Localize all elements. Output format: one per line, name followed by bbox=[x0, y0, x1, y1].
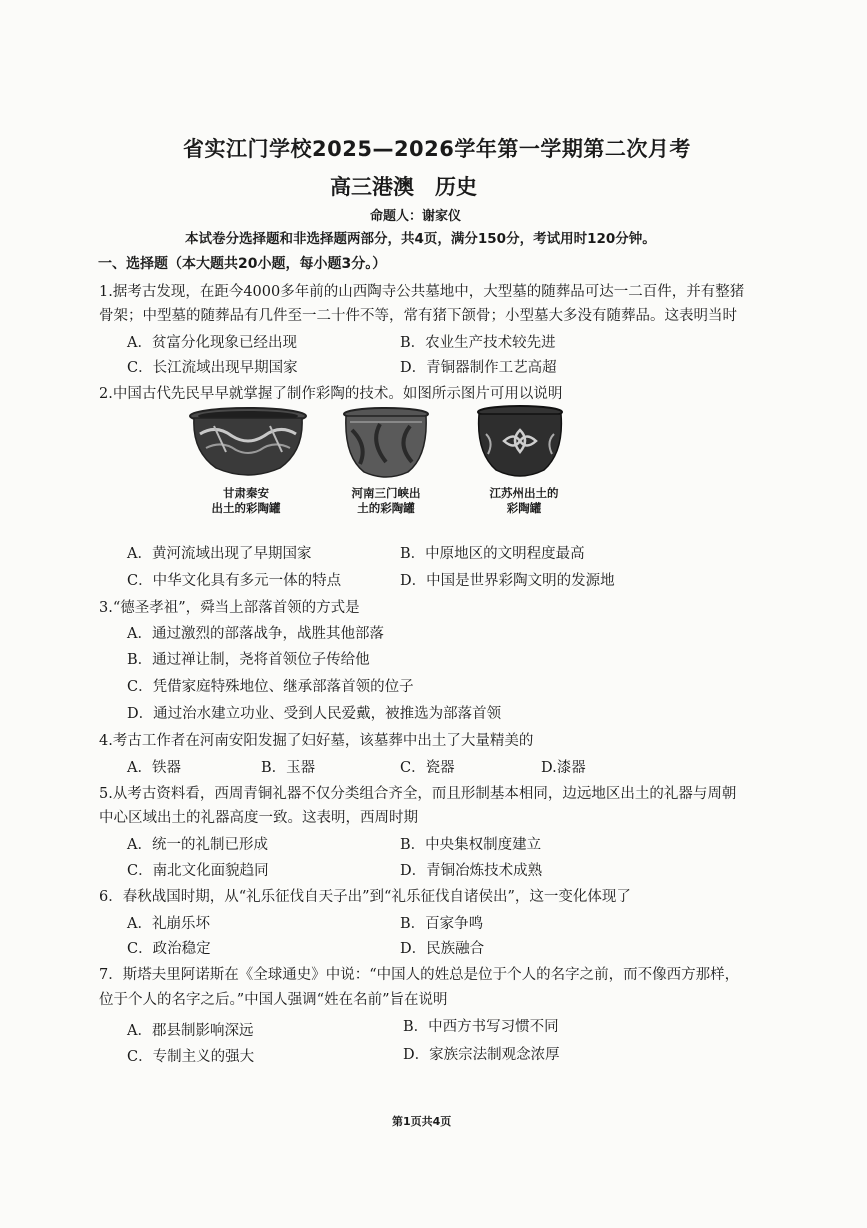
question-3-option-c: C．凭借家庭特殊地位、继承部落首领的位子 bbox=[127, 679, 414, 695]
question-2-option-c: C．中华文化具有多元一体的特点 bbox=[127, 573, 342, 589]
question-4-option-b: B．玉器 bbox=[261, 760, 316, 776]
question-2-line-1: 2.中国古代先民早早就掌握了制作彩陶的技术。如图所示图片可用以说明 bbox=[99, 386, 563, 402]
pottery-caption-1: 甘肃秦安 出土的彩陶罐 bbox=[211, 486, 281, 515]
exam-intro: 本试卷分选择题和非选择题两部分，共4页，满分150分，考试用时120分钟。 bbox=[185, 231, 656, 247]
question-4-option-a: A．铁器 bbox=[127, 760, 181, 776]
pottery-caption-2: 河南三门峡出 土的彩陶罐 bbox=[351, 486, 421, 515]
question-5-option-c: C．南北文化面貌趋同 bbox=[127, 863, 269, 879]
question-1-line-1: 1.据考古发现，在距今4000多年前的山西陶寺公共墓地中，大型墓的随葬品可达一二百件，并有整猪 bbox=[99, 284, 745, 300]
pottery-image-2 bbox=[340, 406, 432, 482]
question-5-option-b: B．中央集权制度建立 bbox=[400, 837, 542, 853]
question-4-option-d: D.漆器 bbox=[541, 760, 586, 776]
question-5-option-a: A．统一的礼制已形成 bbox=[127, 837, 268, 853]
question-7-line-2: 位于个人的名字之后。”中国人强调“姓在名前”旨在说明 bbox=[99, 992, 448, 1008]
question-1-option-a: A．贫富分化现象已经出现 bbox=[127, 335, 297, 351]
question-5-line-2: 中心区域出土的礼器高度一致。这表明，西周时期 bbox=[99, 810, 418, 826]
question-5-option-d: D．青铜冶炼技术成熟 bbox=[400, 863, 543, 879]
question-5-line-1: 5.从考古资料看，西周青铜礼器不仅分类组合齐全，而且形制基本相同，边远地区出土的礼器与周朝 bbox=[99, 786, 737, 802]
question-2-option-d: D．中国是世界彩陶文明的发源地 bbox=[400, 573, 615, 589]
pottery-caption-3: 江苏州出土的 彩陶罐 bbox=[489, 486, 559, 515]
question-7-line-1: 7．斯塔夫里阿诺斯在《全球通史》中说：“中国人的姓总是位于个人的名字之前，而不像西方那样， bbox=[99, 967, 740, 983]
question-1-option-d: D．青铜器制作工艺高超 bbox=[400, 360, 557, 376]
question-4-line-1: 4.考古工作者在河南安阳发掘了妇好墓，该墓葬中出土了大量精美的 bbox=[99, 733, 534, 749]
question-6-option-b: B．百家争鸣 bbox=[400, 916, 484, 932]
question-3-option-b: B．通过禅让制，尧将首领位子传给他 bbox=[127, 652, 370, 668]
question-7-option-a: A．郡县制影响深远 bbox=[127, 1023, 254, 1039]
question-2-option-a: A．黄河流域出现了早期国家 bbox=[127, 546, 312, 562]
question-7-option-d: D．家族宗法制观念浓厚 bbox=[403, 1047, 560, 1063]
pottery-image-3 bbox=[474, 404, 566, 480]
question-1-option-c: C．长江流域出现早期国家 bbox=[127, 360, 298, 376]
question-7-option-b: B．中西方书写习惯不同 bbox=[403, 1019, 559, 1035]
page-number: 第1页共4页 bbox=[392, 1115, 452, 1128]
question-1-line-2: 骨架；中型墓的随葬品有几件至一二十件不等，常有猪下颌骨；小型墓大多没有随葬品。这表明当时 bbox=[99, 308, 737, 324]
question-6-line-1: 6．春秋战国时期，从“礼乐征伐自天子出”到“礼乐征伐自诸侯出”，这一变化体现了 bbox=[99, 889, 631, 905]
exam-title: 省实江门学校2025—2026学年第一学期第二次月考 bbox=[183, 137, 691, 161]
question-2-option-b: B．中原地区的文明程度最高 bbox=[400, 546, 585, 562]
question-3-line-1: 3.“德圣孝祖”，舜当上部落首领的方式是 bbox=[99, 600, 360, 616]
question-1-option-b: B．农业生产技术较先进 bbox=[400, 335, 556, 351]
question-6-option-d: D．民族融合 bbox=[400, 941, 485, 957]
question-6-option-a: A．礼崩乐坏 bbox=[127, 916, 210, 932]
question-3-option-d: D．通过治水建立功业、受到人民爱戴，被推选为部落首领 bbox=[127, 706, 502, 722]
question-4-option-c: C．瓷器 bbox=[400, 760, 455, 776]
question-3-option-a: A．通过激烈的部落战争，战胜其他部落 bbox=[127, 626, 384, 642]
question-6-option-c: C．政治稳定 bbox=[127, 941, 211, 957]
question-7-option-c: C．专制主义的强大 bbox=[127, 1049, 255, 1065]
section-heading: 一、选择题（本大题共20小题，每小题3分。） bbox=[98, 256, 387, 272]
exam-subtitle: 高三港澳 历史 bbox=[330, 175, 477, 199]
pottery-image-1 bbox=[186, 406, 310, 480]
exam-author: 命题人：谢家仪 bbox=[370, 209, 462, 224]
